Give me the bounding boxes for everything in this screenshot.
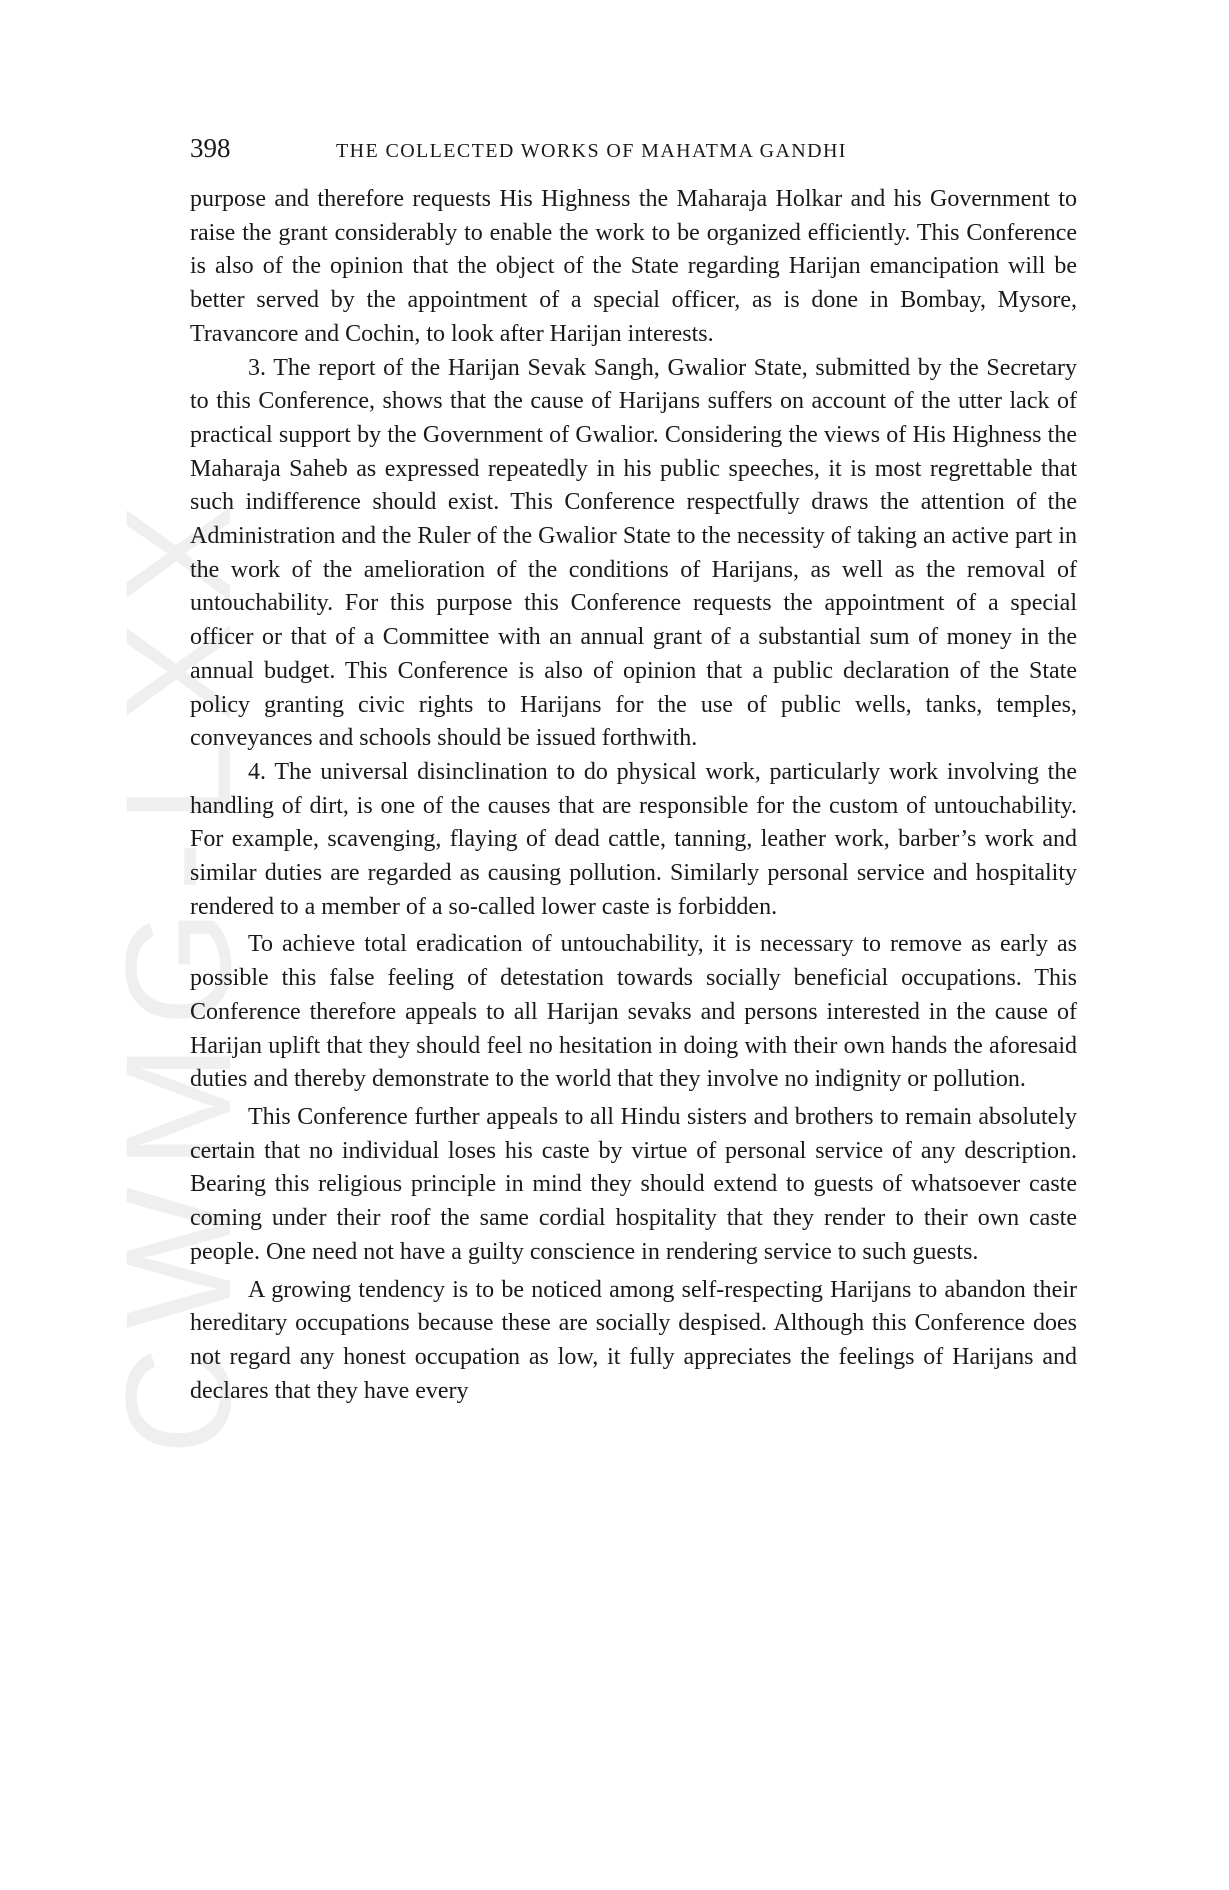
paragraph-item-3: 3. The report of the Harijan Sevak Sangh, Gwalior State, submitted by the Secretary to this Conference, shows that the cause of Harijans suffers on account of the utter lack of practical support by the Government of Gwalior. Considering the views of His Highness the Maharaja Saheb as expressed repeatedly in his public speeches, it is most regrettable that such indifference should exist. This Conference respectfully draws the attention of the Administration and the Ruler of the Gwalior State to the necessity of taking an active part in the work of the amelioration of the conditions of Harijans, as well as the removal of untouchability. For this purpose this Conference requests the appointment of a special officer or that of a Committee with an annual grant of a substantial sum of money in the annual budget. This Conference is also of opinion that a public declaration of the State policy granting civic rights to Harijans for the use of public wells, tanks, temples, conveyances and schools should be issued forthwith. [190,354,1077,752]
paragraph: A growing tendency is to be noticed among self-respecting Harijans to abandon their hereditary occupations because these are socially despised. Although this Conference does not regard any honest occupation as low, it fully appreciates the feelings of Harijans and declares that they have every [190,1276,1077,1404]
paragraph-item-4: 4. The universal disinclination to do physical work, particularly work involving the handling of dirt, is one of the causes that are responsible for the custom of untouchability. For example, scavenging, flaying of dead cattle, tanning, leather work, barber’s work and similar duties are regarded as causing pollution. Similarly personal service and hospitality rendered to a member of a so-called lower caste is forbidden. [190,758,1077,920]
paragraph: To achieve total eradication of untouchability, it is necessary to remove as early as possible this false feeling of detestation towards socially beneficial occupations. This Conference therefore appeals to all Harijan sevaks and persons interested in the cause of Harijan uplift that they should feel no hesitation in doing with their own hands the aforesaid duties and thereby demonstrate to the world that they involve no indignity or pollution. [190,931,1077,1093]
running-title: THE COLLECTED WORKS OF MAHATMA GANDHI [336,140,847,162]
paragraph-continuation: purpose and therefore requests His Highness the Maharaja Holkar and his Government to raise the grant considerably to enable the work to be organized efficiently. This Conference is also of the opinion that the object of the State regarding Harijan emancipation will be better served by the appointment of a special officer, as is done in Bombay, Mysore, Travancore and Cochin, to look after Harijan interests. [190,186,1077,347]
watermark-text: CWMG-LXX [93,485,262,1455]
paragraph: This Conference further appeals to all Hindu sisters and brothers to remain absolutely certain that no individual loses his caste by virtue of personal service of any description. Bearing this religious principle in mind they should extend to guests of whatsoever caste coming under their roof the same cordial hospitality that they render to their own caste people. One need not have a guilty conscience in rendering service to such guests. [190,1103,1077,1265]
page-header [190,132,1080,172]
body-text [190,183,1077,1408]
page-number: 398 [190,133,231,163]
